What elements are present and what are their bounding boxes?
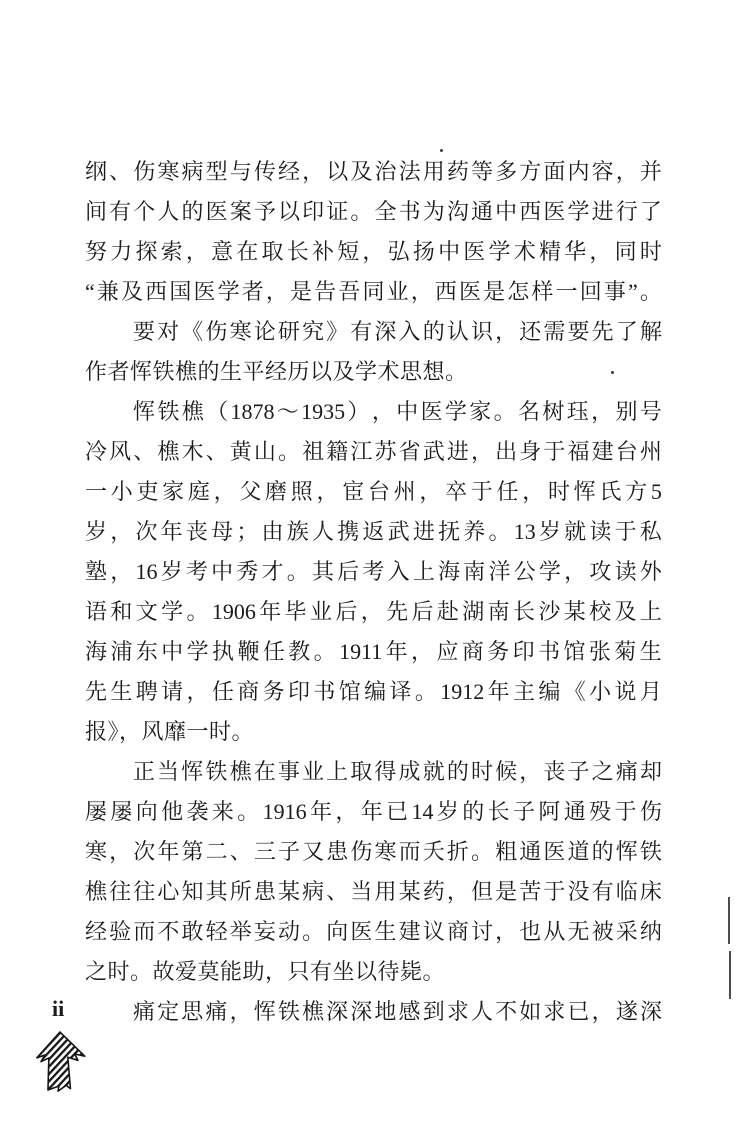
text-line: “ 兼 及 西 国 医 学 者 ， 是 告 吾 同 业 ， 西 医 是 怎 样 一 回 事 ” 。 [85, 279, 662, 304]
text-line: 屡 屡 向 他 袭 来 。 1916 年 ， 年 已 14 岁 的 长 子 阿 通 殁 于 伤 [85, 799, 662, 824]
text-line: 岁 ， 次 年 丧 母 ； 由 族 人 携 返 武 进 抚 养 。 13 岁 就 读 于 私 [85, 519, 662, 544]
text-line: 间 有 个 人 的 医 案 予 以 印 证 。 全 书 为 沟 通 中 西 医 学 进 行 了 [85, 199, 662, 224]
scan-artifact-dot [440, 149, 443, 152]
text-line: 先 生 聘 请 ， 任 商 务 印 书 馆 编 译 。 1912 年 主 编 《 小 说 月 [85, 679, 662, 704]
text-line: 努 力 探 索 ， 意 在 取 长 补 短 ， 弘 扬 中 医 学 术 精 华 ， 同 时 [85, 239, 662, 264]
text-line: 一 小 吏 家 庭 ， 父 磨 照 ， 宦 台 州 ， 卒 于 任 ， 时 恽 氏 方 5 [85, 479, 662, 504]
text-line: 作者恽铁樵的生平经历以及学术思想。 [85, 359, 468, 384]
scan-artifact-line [728, 897, 730, 944]
text-line: 冷 风 、 樵 木 、 黄 山 。 祖 籍 江 苏 省 武 进 ， 出 身 于 福 建 台 州 [85, 439, 662, 464]
text-line: 痛 定 思 痛 ， 恽 铁 樵 深 深 地 感 到 求 人 不 如 求 已 ， 遂 深 [133, 999, 662, 1024]
text-line: 海 浦 东 中 学 执 鞭 任 教 。 1911 年 ， 应 商 务 印 书 馆 张 菊 生 [85, 639, 662, 664]
page-number: ii [52, 996, 65, 1021]
text-line: 寒 ， 次 年 第 二 、 三 子 又 患 伤 寒 而 夭 折 。 粗 通 医 道 的 恽 铁 [85, 839, 662, 864]
woodcut-up-arrow-stamp-icon [33, 1029, 89, 1095]
text-line: 正 当 恽 铁 樵 在 事 业 上 取 得 成 就 的 时 候 ， 丧 子 之 痛 却 [133, 759, 662, 784]
text-line: 樵 往 往 心 知 其 所 患 某 病 、 当 用 某 药 ， 但 是 苦 于 没 有 临 床 [85, 879, 662, 904]
text-line: 恽 铁 樵 （ 1878 ～ 1935 ） ， 中 医 学 家 。 名 树 珏 ， 别 号 [133, 399, 662, 424]
text-line: 经 验 而 不 敢 轻 举 妄 动 。 向 医 生 建 议 商 讨 ， 也 从 无 被 采 纳 [85, 919, 662, 944]
body-text [85, 152, 662, 1032]
text-line: 纲 、 伤 寒 病 型 与 传 经 ， 以 及 治 法 用 药 等 多 方 面 内 容 ， 并 [85, 159, 662, 184]
text-line: 报》，风靡一时。 [85, 719, 255, 744]
scan-artifact-line [729, 951, 731, 999]
text-line: 之时。故爱莫能助，只有坐以待毙。 [85, 959, 446, 984]
text-line: 塾 ， 16 岁 考 中 秀 才 。 其 后 考 入 上 海 南 洋 公 学 ， 攻 读 外 [85, 559, 662, 584]
text-line: 语 和 文 学 。 1906 年 毕 业 后 ， 先 后 赴 湖 南 长 沙 某 校 及 上 [85, 599, 662, 624]
text-line: 要 对 《 伤 寒 论 研 究 》 有 深 入 的 认 识 ， 还 需 要 先 了 解 [133, 319, 662, 344]
scan-artifact-dot [611, 371, 614, 374]
